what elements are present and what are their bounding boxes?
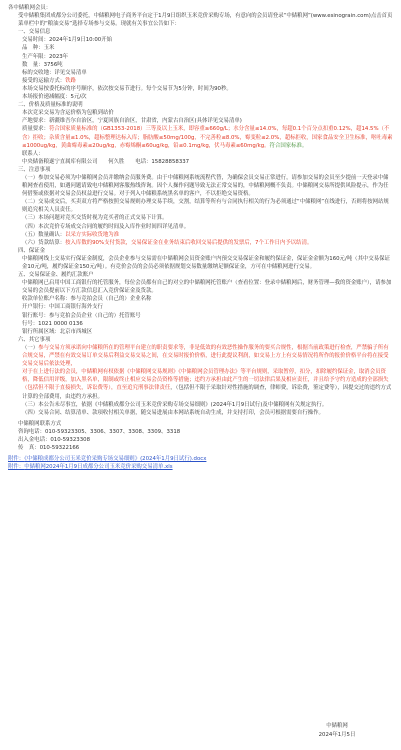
other-1 — [8, 344, 393, 368]
origin-requirement: 产地要求：新疆维吾尔自治区，宁夏回族自治区，甘肃省，内蒙古自治区(具体详见交易清单) — [22, 118, 242, 125]
account-holder: 收款单位账户名称：参与竞拍会员（自己的）企业名称 — [22, 296, 152, 303]
other-4: （四）交易合同、结算清单、款项收付相关单据，随交易进展由本网站系统自动生成，并支持打印，会员可根据需要自行操作。 — [22, 409, 324, 416]
quality-detail: 符合国家质量标准的（GB1353-2018）三等及以上玉米，即容重≥660g/L；水分含量≤14.0%，每超0.1个百分点扣重0.12%，超14.5%（不含）拒收；杂质含量≤1.0%，超标整理达标入库；脂肪酸≤50mg/100g，不完善粒≤8.0%，霉变粒≤2.0%，超标拒收，国家食品安全卫生标准，呕吐毒素≤1000ug/kg，黄曲霉毒素≤20ug/kg，赤霉烯酮≤60ug/kg，铅≤0.1mg/kg，伏马毒素≤60mg/kg。 — [22, 126, 393, 149]
price-note: 本次竞采交易为含运价格为包粮到站价 — [22, 110, 114, 117]
transport-mode-label: 接受的运输方式： — [22, 77, 66, 84]
other-2-tail: ，（包括但不限于采取针对性措施的调查，律师费，诉讼费，鉴定费等），因提交过的违约方式计算的全部费用，由违约方承担。 — [22, 385, 392, 400]
trade-time: 交易时间：2024年1月9日10:00开始 — [22, 37, 113, 44]
transport-mode-value: 铁路 — [65, 77, 76, 84]
transport-mode — [8, 77, 393, 85]
other-2 — [8, 368, 393, 400]
greeting: 各中储粮网会员： — [8, 5, 52, 11]
attachment-1-link[interactable]: 《中储粮成都分公司玉米竞价采购专场交易细则》(2024年1月9日试行).docx — [24, 456, 207, 463]
note-5-label: （五）数量确认： — [22, 231, 66, 238]
section-heading-other: 六、其它事项 — [18, 336, 51, 343]
note-6-label: （六）货款结算： — [22, 239, 66, 246]
contact-title: 中储粮网联系方式 — [18, 420, 62, 427]
trade-variety: 品 种：玉米 — [22, 45, 55, 52]
bid-decrement: 本场报价递减幅度：5元/次 — [22, 94, 87, 101]
account-intro: 中储粮网已启用中国工商银行的托管服务，每位会员都有自己的对立的中储粮网托管账户（查看位置：登录中储粮网后，财务管理—我的资金账户），请参加交易的会员提前以下方汇款信息汇入竞价保证金及货款。 — [22, 280, 392, 295]
note-3: （三）本场问题对竞买交货时视为竞买者的正式交易下计算。 — [22, 215, 168, 222]
trade-quantity: 数 量：3756吨 — [22, 61, 63, 68]
account-number: 银行账号：参与竞拍会员企业（自己的）托管账号 — [22, 312, 141, 319]
other-2-text: 对于在上进行法的会员，中储粮网有权依据《中储粮网交易规则》《中储粮网会员管理办法》等平台规则，采取暂停，扣分，扣除履约保证金，取消会员资格，降低信用评级，加入黑名单，限制或终止相应交易会员资格等措施；违约方承担由此产生的一切法律后果及相应责任，并且给予守约方造成的全部损失（包括但不限于直接损失，诉讼费等），直至追究刑事法律责任 — [22, 369, 389, 392]
section-heading-accounts: 五、交易保证金、履约汇款账户 — [18, 272, 94, 279]
quality-standard-note: 符合国家标准。 — [269, 142, 308, 149]
section-heading-trade-info: 一、交易信息 — [18, 29, 51, 36]
other-1-label: （一） — [22, 344, 39, 351]
attachment-1 — [8, 455, 393, 463]
delivery-location-label: 标的交收地： — [22, 69, 55, 76]
signature-org: 中储粮网 — [326, 723, 348, 729]
intro-paragraph: 受中储粮集团成都分公司委托，中储粮网电子商务平台定于1月9日组织玉米竞价采购专场，有意向的会员请登录“中储粮网”(www.esinograin.com)点击首页菜单栏中的“粮油交易”选择专场参与交易。现就有关事宜公告如下： — [18, 13, 393, 28]
delivery-location — [8, 69, 393, 77]
section-heading-notes: 三、注意事项 — [18, 166, 51, 173]
account-bank: 开户银行：中国工商银行海外支行 — [22, 304, 103, 311]
other-3: （三）本公告未尽事宜，依据《中储粮成都分公司玉米竞价采购专场交易细则》(2024年1月9日试行)及中储粮网有关规定执行。 — [22, 401, 328, 408]
other-1-text: 参与交易方须承诺向中储粮所在的管理平台建立的职责要求等，非是低效的有效恶性操作服务的要买合规性，根据当前政策进行检查，严禁骗子所有合规交易，严禁在有效交易订单交易后利益交易交易之间，在交易时报价价格，进行此提议利润，如交易上方上有交易情况将所作的报价价格平台将在接受交易交易后依法处理， — [22, 344, 389, 368]
deposit-paragraph: 中储粮网线上交易实行保证金制度，会员企业参与交易需在中储粮网会员资金账户内预交交易保证金和履约保证金，保证金金额为160元/吨（其中交易保证金10元/吨，履约保证金150元/吨）。有竞价会员的会员必须依据规划交易数量缴纳足额保证金，方可在中储粮网进行交易。 — [22, 255, 390, 270]
note-5 — [8, 231, 393, 239]
production-year: 生产年限：2023年 — [22, 53, 69, 60]
section-heading-price-quality: 二、价格及质量标准的说明 — [18, 102, 83, 109]
quality-requirement — [8, 125, 393, 149]
delivery-location-value: 详见交易清单 — [54, 69, 87, 76]
attachment-2-label: 附件： — [8, 464, 25, 471]
attachment-2 — [8, 463, 393, 471]
section-heading-deposit: 四、保证金 — [18, 247, 45, 254]
attachment-2-link[interactable]: 中储粮网2024年1月9日成都分公司玉米竞价采购交易清单.xls — [24, 464, 173, 471]
contact-label: 联系人： — [22, 150, 44, 157]
note-2: （二）交易成交后，买卖双方将严格按照交易规则办理交易手续，交割，结算等所有与合同执行相关的行为必须通过“中储粮网”在线进行，否则将按网站规则追究相关人员责任。 — [22, 199, 389, 214]
contact-fund-phone: 出入金电话：010-59323308 — [18, 436, 91, 443]
quality-label: 质量要求： — [22, 126, 49, 133]
contact-fax: 传 真：010-59322166 — [18, 445, 80, 452]
note-6-value: 按入库数的90%支付货款，交易保证金在业务结束后收回交易后提供的发票后，7个工作日内予以结清。 — [65, 239, 313, 246]
bank-region: 银行所属区域：北京市西城区 — [22, 328, 93, 335]
trade-order-rule: 本场交易按委托标的序号顺序，依次按交易节进行。每个交易节为5分钟，时间为90秒。 — [22, 85, 232, 92]
signature-date: 2024年1月5日 — [318, 732, 356, 738]
contact-phone: 咨询电话：010-59323305、3306、3307、3308、3309、3318 — [18, 428, 181, 435]
attachment-1-label: 附件： — [8, 456, 25, 463]
note-6 — [8, 239, 393, 247]
contact-person: 中央储备粮遂宁直属库有限公司 何久胜 电话：15828858337 — [22, 158, 190, 165]
note-4: （四）本次竞价专场成交合同的履约时间及入库作业时间四详见清单。 — [22, 223, 190, 230]
note-1: （一）参加交易必须为中储粮网会员并缴纳会员服务费。由于中储粮网系统流程代替，为确保会员交易正常进行，请参加交易的会员至少提前一天登录中储粮网查看使用，如遇问题请致电中储粮网客服热线咨询。因个人操作问题导致无法正常交易的，中储粮网概不负责。中储粮网交易所提供风险提示，作为任何借鉴或依据对交易会员权益进行交易。对于列入中储粮系统黑名单的客户，不以拒绝交易资格。 — [22, 174, 389, 198]
note-5-value: 以采方实际收货地为准 — [65, 231, 120, 238]
bank-code: 行号：1021 0000 0136 — [22, 320, 83, 327]
